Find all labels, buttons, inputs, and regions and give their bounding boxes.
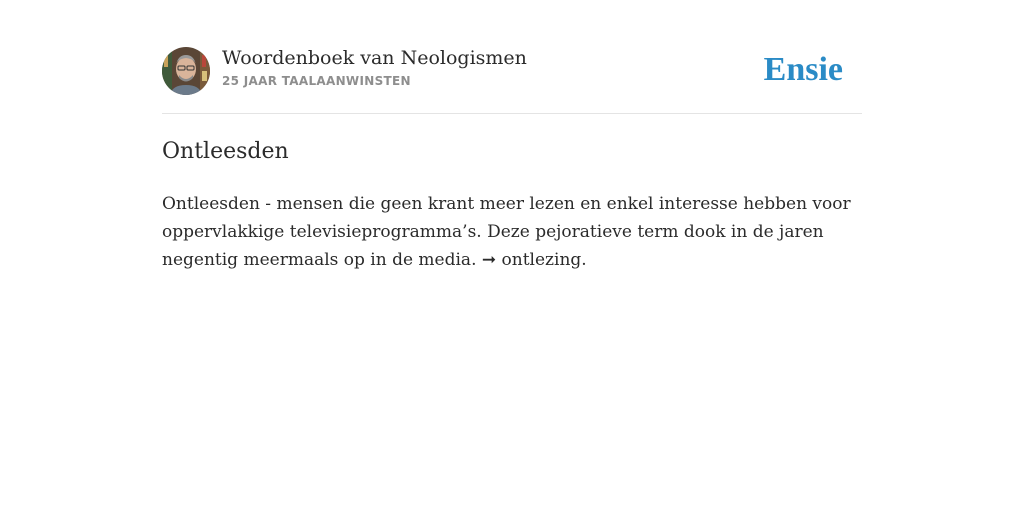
page-header (162, 46, 862, 114)
entry-body (162, 190, 862, 274)
site-title[interactable]: Woordenboek van Neologismen (222, 47, 527, 69)
avatar[interactable] (162, 47, 210, 95)
related-entry-link[interactable]: ontlezing (501, 250, 582, 270)
brand-logo[interactable]: Ensie (763, 51, 843, 88)
entry-definition: Ontleesden - mensen die geen krant meer lezen en enkel interesse hebben voor oppervlakkige televisieprogramma’s. Deze pejoratieve term dook in de jaren negentig meermaals op in de media. (162, 194, 851, 270)
arrow-icon: ➞ (481, 250, 497, 270)
entry-end-punctuation: . (581, 250, 587, 270)
header-titles (222, 46, 527, 88)
author-portrait-icon (162, 47, 210, 95)
entry-title: Ontleesden (162, 139, 289, 164)
site-subtitle: 25 JAAR TAALAANWINSTEN (222, 74, 411, 88)
